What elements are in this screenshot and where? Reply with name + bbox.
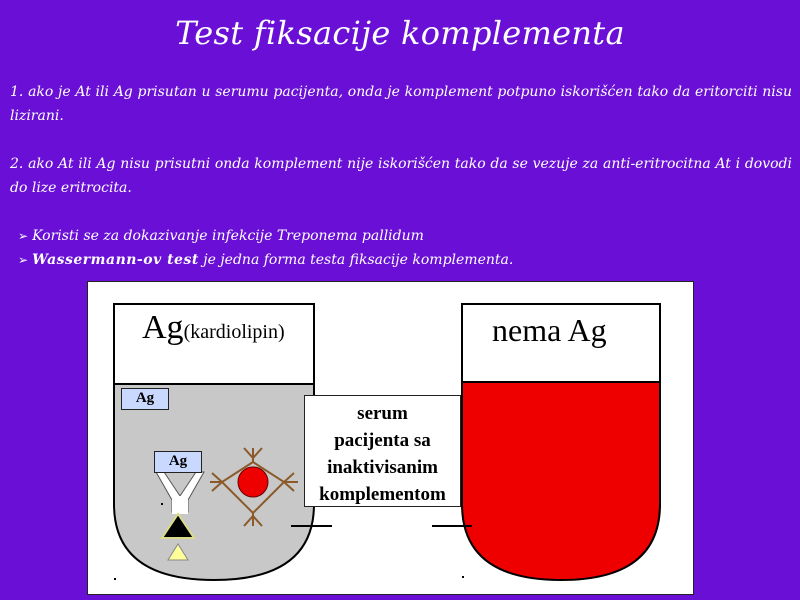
complement-fixation-diagram: [87, 281, 694, 595]
dot-mid: [161, 503, 163, 505]
paragraph-1: 1. ako je At ili Ag prisutan u serumu pacijenta, onda je komplement potpuno iskorišćen tako da eritorciti nisu lizirani.: [10, 84, 792, 124]
bullet-bold-text: Wassermann-ov test: [32, 252, 199, 268]
bullet-item-2: [18, 248, 778, 272]
right-tube-label: nema Ag: [492, 312, 607, 348]
antigen-tag-1: Ag: [121, 388, 169, 410]
serum-line-4: komplementom: [319, 484, 446, 505]
serum-line-2: pacijenta sa: [334, 430, 431, 451]
bullet-item-1: [18, 224, 778, 248]
left-tube-label: [142, 308, 285, 352]
bullet-text: je jedna forma testa fiksacije komplementa.: [198, 252, 514, 268]
serum-box: [304, 395, 461, 507]
serum-line-3: inaktivisanim: [327, 457, 438, 478]
ag-label: Ag: [142, 309, 184, 346]
slide-title: Test fiksacije komplementa: [175, 14, 625, 52]
right-tube-fill: [462, 382, 660, 580]
serum-line-1: serum: [357, 403, 408, 424]
arrowhead-bullet-icon: ➢: [18, 253, 29, 267]
antigen-tag-2: Ag: [154, 451, 202, 473]
kardiolipin-label: (kardiolipin): [183, 321, 285, 343]
paragraph-2: 2. ako At ili Ag nisu prisutni onda komplement nije iskorišćen tako da se vezuje za anti-eritrocitna At i dovodi do lize eritrocita.: [10, 156, 792, 196]
dot-right: [462, 576, 464, 578]
arrowhead-bullet-icon: ➢: [18, 229, 29, 243]
dot-left: [114, 578, 116, 580]
bullet-text: Koristi se za dokazivanje infekcije Treponema pallidum: [32, 228, 424, 244]
